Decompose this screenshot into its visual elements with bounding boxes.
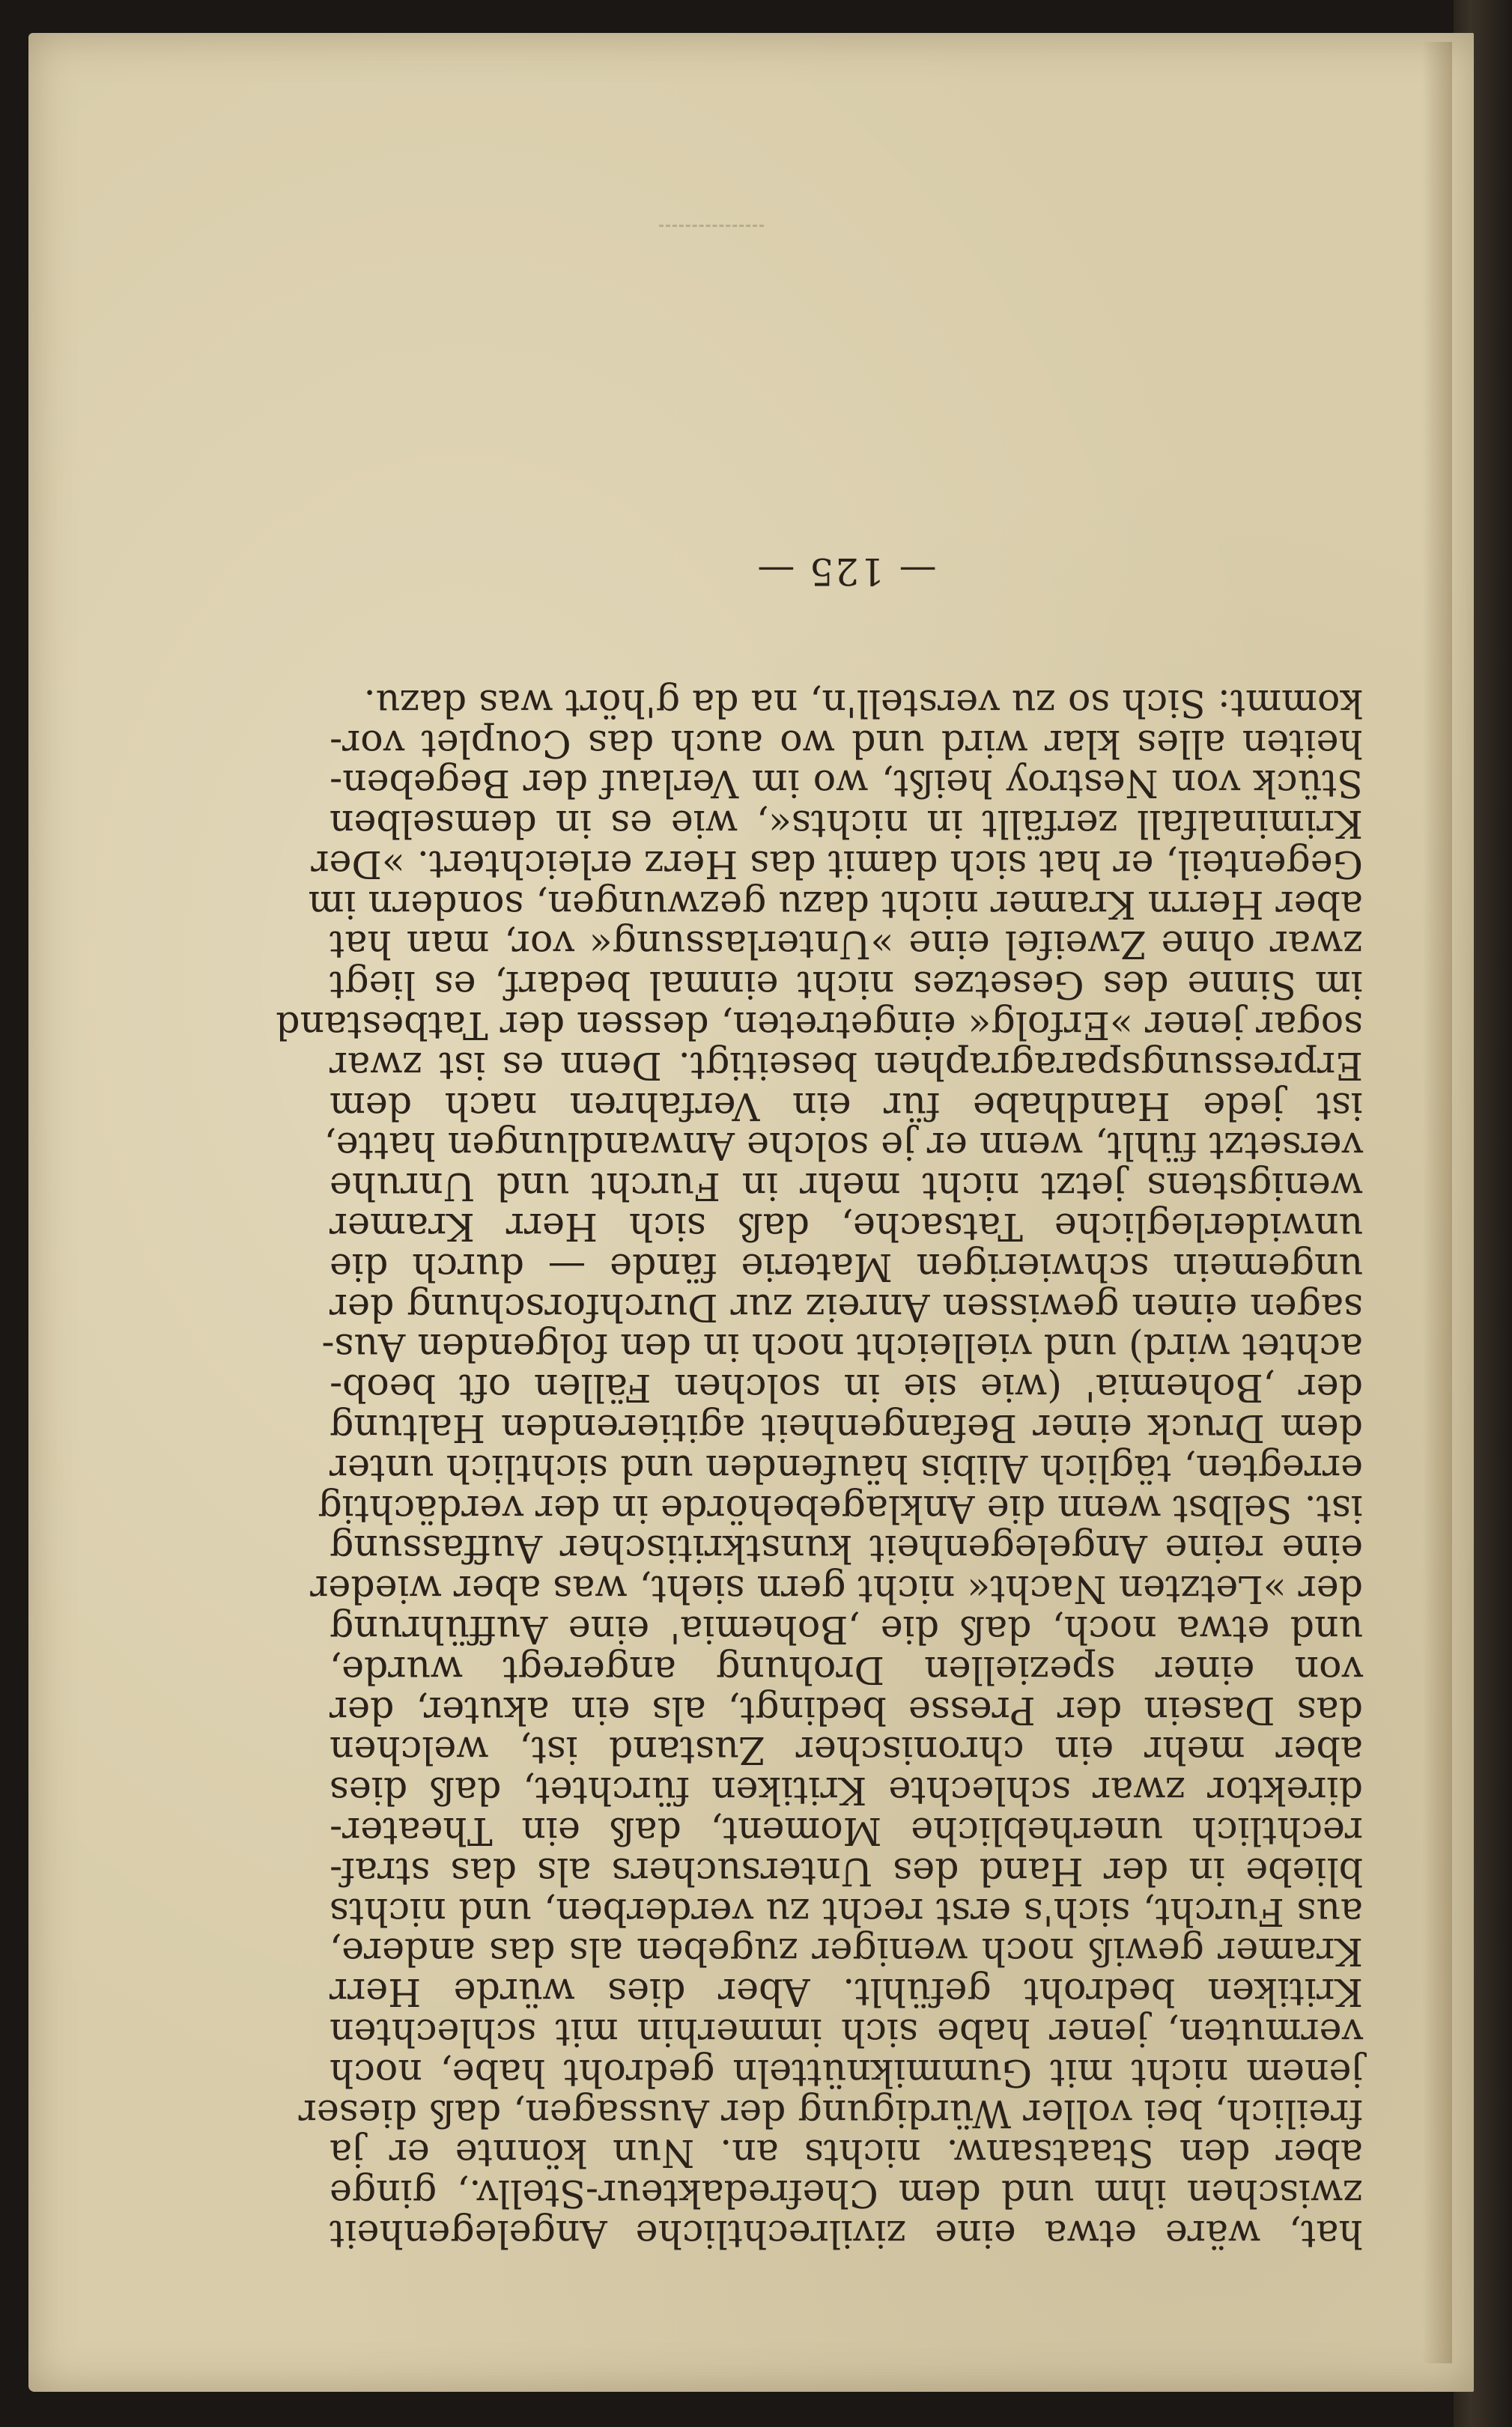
text-line: sagen einen gewissen Anreiz zur Durchforschung der [330,1285,1363,1330]
text-line: dem Druck einer Befangenheit agitierenden Haltung [330,1406,1363,1451]
text-line: der ‚Bohemia' (wie sie in solchen Fällen oft beob- [330,1366,1363,1411]
text-line: zwischen ihm und dem Chefredakteur-Stellv., ginge [330,2172,1363,2217]
upside-down-text-block [276,549,1363,2256]
text-line: erregten, täglich Alibis häufenden und sichtlich unter [330,1446,1363,1491]
text-line: Gegenteil, er hat sich damit das Herz erleichtert. »Der [311,842,1363,887]
text-line: kommt: Sich so zu verstell'n, na da g'hört was dazu. [363,681,1363,726]
text-line: wenigstens jetzt nicht mehr in Furcht und Unruhe [330,1164,1363,1209]
text-line: aber den Staatsanw. nichts an. Nun könnte er ja [330,2131,1363,2176]
text-line: rechtlich unerhebliche Moment, daß ein Theater- [330,1809,1363,1854]
text-line: unwiderlegliche Tatsache, daß sich Herr Kramer [330,1205,1363,1250]
text-line: achtet wird) und vielleicht noch in den folgenden Aus- [321,1325,1363,1370]
text-line: versetzt fühlt, wenn er je solche Anwandlungen hatte, [324,1124,1363,1169]
text-line: vermuten, jener habe sich immerhin mit schlechten [330,2011,1363,2056]
text-line: freilich, bei voller Würdigung der Aussagen, daß dieser [298,2091,1363,2136]
text-line: jenem nicht mit Gummiknütteln gedroht habe, noch [330,2050,1363,2095]
text-line: Kriminalfall zerfällt in nichts«, wie es in demselben [330,802,1363,847]
text-line: das Dasein der Presse bedingt, als ein akuter, der [330,1688,1363,1733]
text-line: hat, wäre etwa eine zivilrechtliche Angelegenheit [330,2212,1363,2256]
text-line: ist jede Handhabe für ein Verfahren nach dem [330,1084,1363,1129]
text-line: von einer speziellen Drohung angeregt wurde, [330,1647,1363,1692]
text-line: der »Letzten Nacht« nicht gern sieht, was aber wieder [310,1567,1363,1612]
text-line: und etwa noch, daß die ‚Bohemia' eine Aufführung [330,1608,1363,1653]
page-edge-shadow [1422,42,1452,2363]
text-line: ist. Selbst wenn die Anklagebehörde in der verdächtig [318,1486,1363,1531]
text-line: aber Herrn Kramer nicht dazu gezwungen, sondern im [308,882,1363,927]
text-line: eine reine Angelegenheit kunstkritischer Auffassung [330,1527,1363,1572]
text-line: Kramer gewiß noch weniger zugeben als das andere, [330,1930,1363,1975]
body-text [276,681,1363,2256]
text-line: Erpressungsparagraphen beseitigt. Denn es ist zwar [330,1043,1363,1088]
text-line: ungemein schwierigen Materie fände — durch die [330,1245,1363,1290]
text-line: zwar ohne Zweifel eine »Unterlassung« vor, man hat [330,923,1363,968]
text-line: direktor zwar schlechte Kritiken fürchtet, daß dies [330,1769,1363,1814]
text-line: Kritiken bedroht gefühlt. Aber dies würde Herr [330,1970,1363,2015]
page-number: — 125 — [756,549,937,593]
text-line: sogar jener »Erfolg« eingetreten, dessen der Tatbestand [276,1003,1363,1048]
text-line: aus Furcht, sich's erst recht zu verderben, und nichts [330,1889,1363,1934]
text-line: im Sinne des Gesetzes nicht einmal bedarf, es liegt [330,963,1363,1008]
text-line: Stück von Nestroy heißt, wo im Verlauf der Begeben- [330,762,1363,807]
text-line: bliebe in der Hand des Untersuchers als das straf- [330,1849,1363,1894]
text-line: heiten alles klar wird und wo auch das Couplet vor- [330,721,1363,766]
text-line: aber mehr ein chronischer Zustand ist, welchen [330,1728,1363,1773]
bleed-through-mark [659,225,764,239]
